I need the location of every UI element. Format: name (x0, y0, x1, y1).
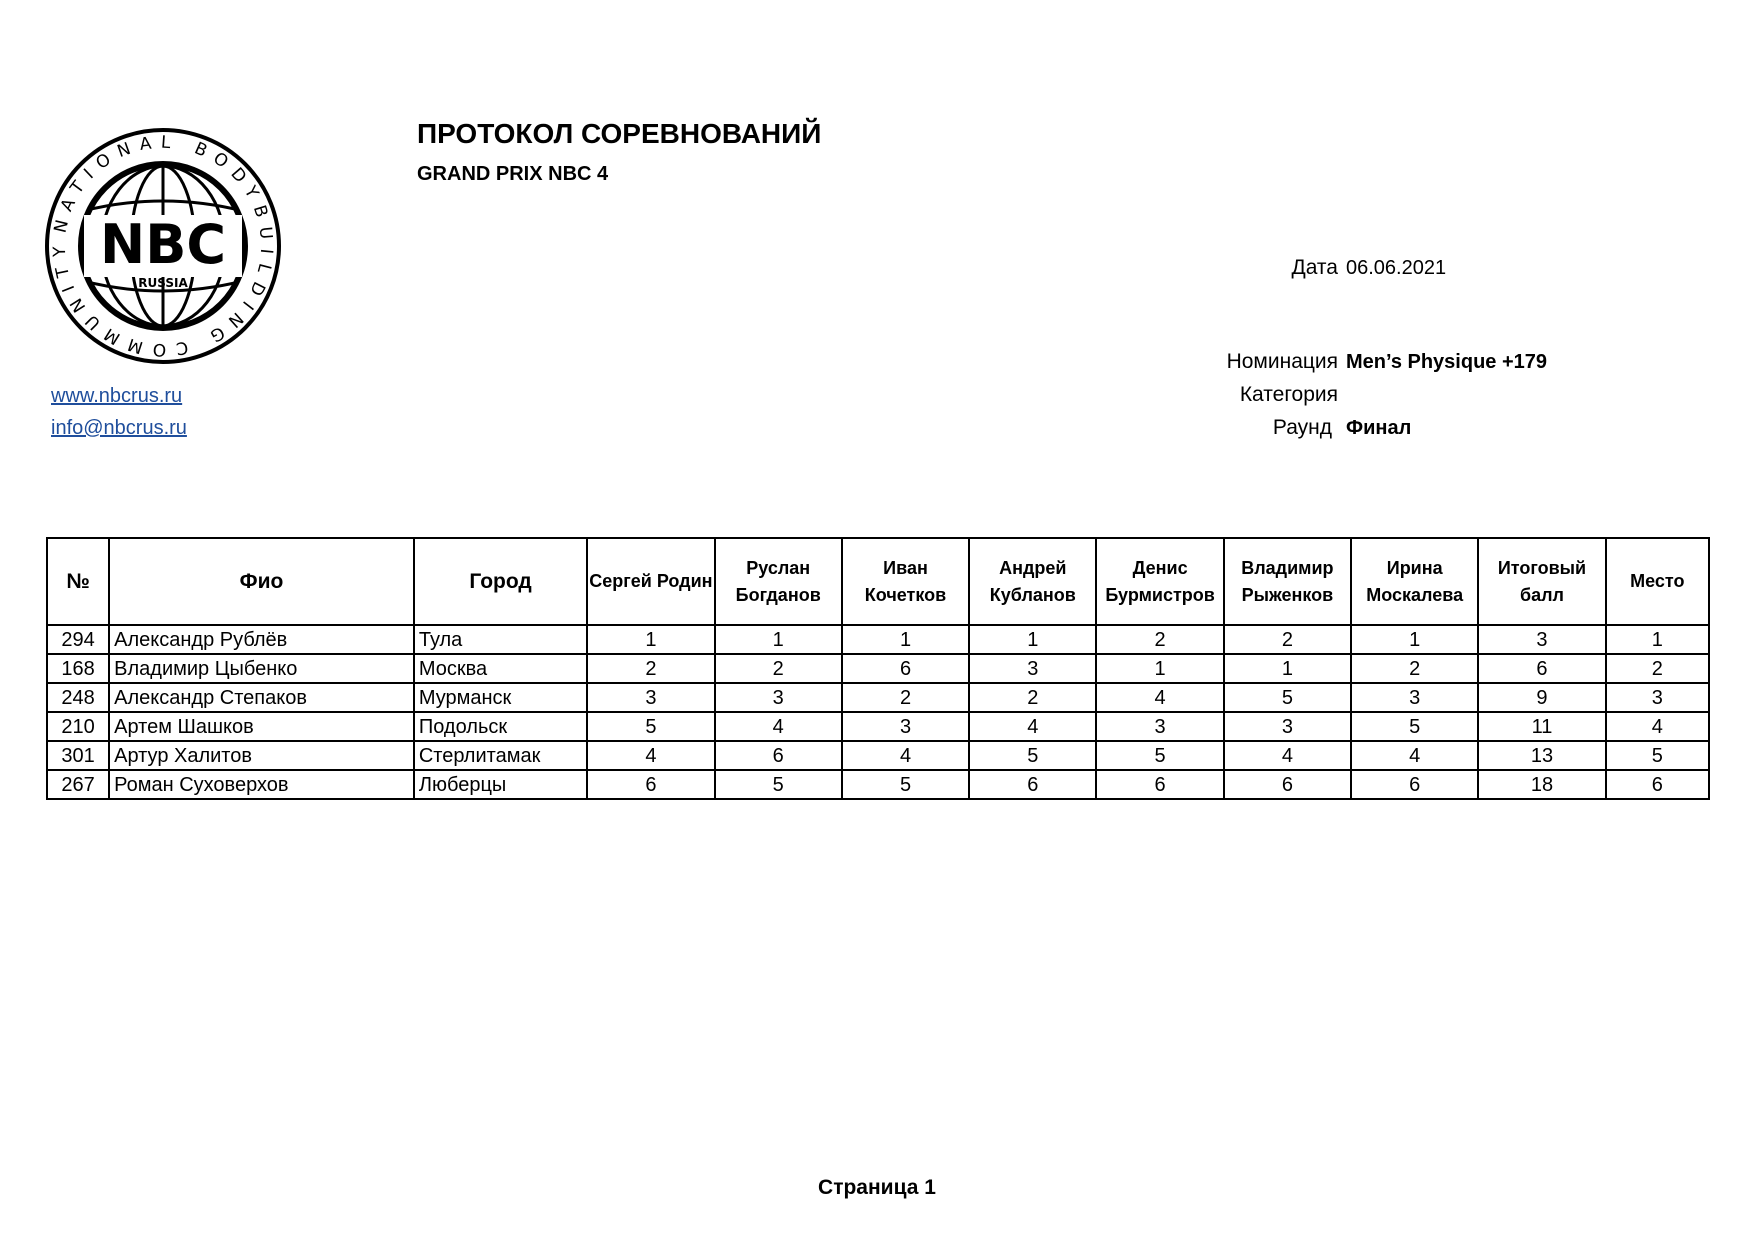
col-header-judge: Сергей Родин (587, 538, 714, 625)
cell-place: 3 (1606, 683, 1709, 712)
cell-place: 2 (1606, 654, 1709, 683)
table-header-row (47, 538, 1709, 625)
cell-name: Артем Шашков (109, 712, 414, 741)
cell-score: 5 (1096, 741, 1223, 770)
col-header-total: Итоговый балл (1478, 538, 1605, 625)
category-label: Категория (1239, 383, 1338, 406)
cell-score: 1 (1224, 654, 1351, 683)
cell-score: 1 (1096, 654, 1223, 683)
cell-name: Артур Халитов (109, 741, 414, 770)
cell-place: 6 (1606, 770, 1709, 799)
date-value: 06.06.2021 (1346, 257, 1447, 279)
website-link[interactable]: www.nbcrus.ru (51, 385, 183, 407)
cell-score: 4 (1351, 741, 1478, 770)
cell-total: 11 (1478, 712, 1605, 741)
cell-score: 1 (587, 625, 714, 654)
cell-city: Тула (414, 625, 587, 654)
cell-score: 5 (587, 712, 714, 741)
col-header-judge: Денис Бурмистров (1096, 538, 1223, 625)
cell-name: Александр Степаков (109, 683, 414, 712)
cell-score: 3 (1351, 683, 1478, 712)
col-header-name: Фио (109, 538, 414, 625)
cell-score: 6 (1096, 770, 1223, 799)
cell-score: 4 (969, 712, 1096, 741)
cell-total: 18 (1478, 770, 1605, 799)
cell-score: 6 (969, 770, 1096, 799)
col-header-judge: Владимир Рыженков (1224, 538, 1351, 625)
cell-place: 5 (1606, 741, 1709, 770)
logo-country: RUSSIA (138, 276, 188, 290)
cell-score: 4 (842, 741, 969, 770)
nomination-value: Men’s Physique +179 (1346, 351, 1548, 373)
cell-score: 2 (715, 654, 842, 683)
cell-city: Подольск (414, 712, 587, 741)
cell-city: Стерлитамак (414, 741, 587, 770)
col-header-number: № (47, 538, 109, 625)
cell-name: Роман Суховерхов (109, 770, 414, 799)
col-header-judge: Ирина Москалева (1351, 538, 1478, 625)
logo-ring-text: NATIONAL BODYBUILDING COMMUNITY (49, 132, 277, 360)
cell-score: 1 (842, 625, 969, 654)
cell-total: 3 (1478, 625, 1605, 654)
cell-place: 4 (1606, 712, 1709, 741)
cell-number: 168 (47, 654, 109, 683)
col-header-place: Место (1606, 538, 1709, 625)
cell-score: 5 (1224, 683, 1351, 712)
cell-score: 6 (1224, 770, 1351, 799)
cell-score: 3 (1096, 712, 1223, 741)
cell-score: 3 (969, 654, 1096, 683)
cell-name: Александр Рублёв (109, 625, 414, 654)
cell-score: 4 (587, 741, 714, 770)
cell-total: 6 (1478, 654, 1605, 683)
date-label: Дата (1291, 256, 1338, 279)
cell-score: 4 (715, 712, 842, 741)
cell-name: Владимир Цыбенко (109, 654, 414, 683)
table-row (47, 712, 1709, 741)
nomination-label: Номинация (1226, 350, 1338, 373)
cell-number: 267 (47, 770, 109, 799)
cell-place: 1 (1606, 625, 1709, 654)
col-header-judge: Иван Кочетков (842, 538, 969, 625)
cell-score: 6 (715, 741, 842, 770)
cell-score: 6 (587, 770, 714, 799)
col-header-judge: Руслан Богданов (715, 538, 842, 625)
cell-score: 5 (842, 770, 969, 799)
email-link[interactable]: info@nbcrus.ru (51, 417, 187, 439)
cell-city: Москва (414, 654, 587, 683)
cell-number: 301 (47, 741, 109, 770)
cell-score: 2 (1224, 625, 1351, 654)
cell-score: 2 (969, 683, 1096, 712)
cell-score: 3 (1224, 712, 1351, 741)
cell-score: 2 (1351, 654, 1478, 683)
cell-score: 6 (1351, 770, 1478, 799)
cell-total: 13 (1478, 741, 1605, 770)
cell-score: 2 (587, 654, 714, 683)
round-label: Раунд (1272, 416, 1332, 439)
cell-city: Мурманск (414, 683, 587, 712)
cell-score: 2 (1096, 625, 1223, 654)
cell-score: 4 (1096, 683, 1223, 712)
table-row (47, 654, 1709, 683)
cell-score: 3 (587, 683, 714, 712)
cell-total: 9 (1478, 683, 1605, 712)
cell-score: 5 (1351, 712, 1478, 741)
table-row (47, 770, 1709, 799)
cell-score: 3 (842, 712, 969, 741)
cell-score: 2 (842, 683, 969, 712)
table-row (47, 683, 1709, 712)
cell-score: 1 (715, 625, 842, 654)
cell-score: 6 (842, 654, 969, 683)
logo-brand: NBC (100, 213, 226, 276)
results-table (46, 537, 1710, 800)
table-row (47, 625, 1709, 654)
cell-city: Люберцы (414, 770, 587, 799)
cell-score: 5 (969, 741, 1096, 770)
col-header-city: Город (414, 538, 587, 625)
col-header-judge: Андрей Кубланов (969, 538, 1096, 625)
table-row (47, 741, 1709, 770)
cell-number: 294 (47, 625, 109, 654)
page-number: Страница 1 (818, 1176, 936, 1199)
cell-score: 1 (1351, 625, 1478, 654)
nbc-logo (44, 127, 282, 365)
cell-score: 4 (1224, 741, 1351, 770)
cell-score: 3 (715, 683, 842, 712)
cell-number: 248 (47, 683, 109, 712)
round-value: Финал (1346, 417, 1412, 439)
event-name: GRAND PRIX NBC 4 (417, 163, 609, 185)
cell-number: 210 (47, 712, 109, 741)
cell-score: 1 (969, 625, 1096, 654)
page-title: ПРОТОКОЛ СОРЕВНОВАНИЙ (417, 118, 822, 149)
cell-score: 5 (715, 770, 842, 799)
